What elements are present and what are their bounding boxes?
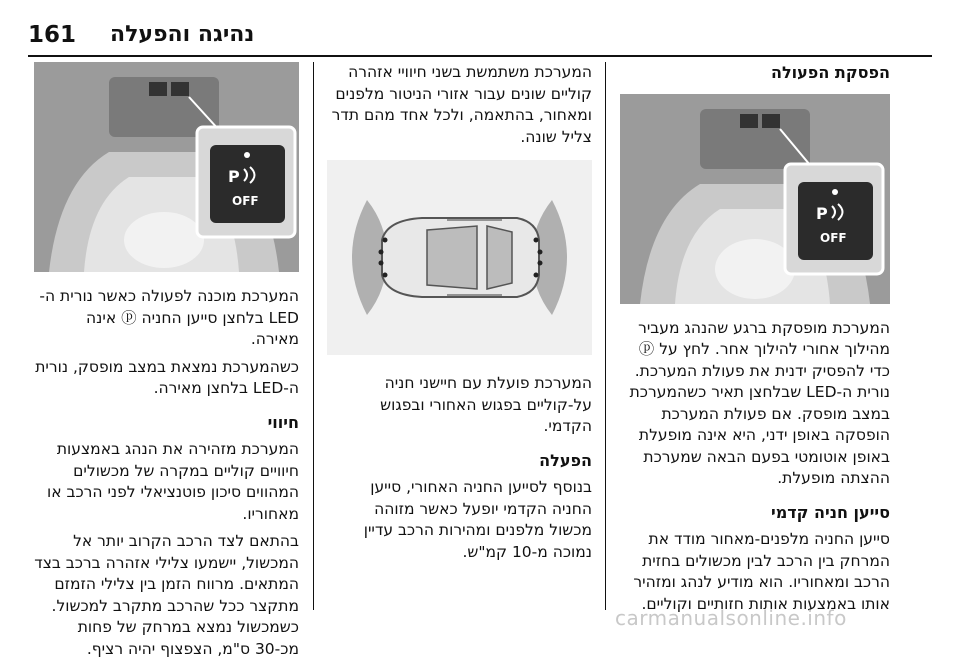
deactivation-paragraph: המערכת מופסקת ברגע שהנהג מעביר מהילוך אחורי להילוך אחר. לחץ על ⓟ כדי להפסיק ידנית את פעולת המערכת. נורית ה-LED שבלחצן תאיר כשהמערכת במצב מופסק. אם פעולת המערכת הופסקה באופן ידני, היא אינה מופעלת באופן אוטומטי בפעם הבאה שמערכת ההצתה מופעלת. [629, 318, 890, 487]
button-off-label-2: OFF [232, 194, 259, 208]
page-number: 161 [28, 22, 77, 48]
indication-heading: חיווי [267, 412, 299, 432]
front-parking-assist-paragraph: סייען החניה מלפנים-מאחור מודד את המרחק בין הרכב לבין מכשולים בחזית הרכב ומאחוריו. הוא מודיע לנהג ומזהיר אותו באמצעות אותות חזותיים וקוליים. [633, 530, 890, 613]
front-parking-assist-heading: סייען חניה קדמי [770, 502, 890, 522]
watermark: carmanualsonline.info [615, 606, 847, 630]
distance-paragraph: בהתאם לצד הרכב הקרוב יותר אל המכשול, יישמעו צלילי אזהרה ברכב בצד המתאים. מרווח הזמן בין צלילי הזמזם מתקצר ככל שהרכב מתקרב למכשול. כשמכשול נמצא במרחק של פחות מכ-30 ס"מ, הצפצוף יהיה רציף. [34, 532, 299, 658]
ultrasonic-sensors-paragraph: המערכת פועלת עם חיישני חניה על-קוליים בפגוש האחורי ובפגוש הקדמי. [380, 374, 592, 435]
column-separator-left [313, 62, 314, 610]
console-button-photo [620, 94, 890, 304]
activation-paragraph: בנוסף לסייען החניה האחורי, סייען החניה הקדמי יופעל כאשר מזוהה מכשול מלפנים ומהירות הרכב עדיין נמוכה מ-10 קמ"ש. [363, 478, 592, 561]
console-button-photo-2 [34, 62, 299, 272]
svg-text:P: P [816, 203, 828, 223]
left-column [34, 62, 299, 666]
section-heading-deactivation: הפסקת הפעולה [770, 63, 890, 82]
middle-column [327, 62, 592, 569]
svg-text:P: P [228, 167, 240, 186]
ready-paragraph: המערכת מוכנה לפעולה כאשר נורית ה-LED בלחצן סייען החניה ⓟ אינה מאירה. [39, 287, 299, 348]
header-rule [28, 55, 932, 57]
warning-tones-paragraph: המערכת משתמשת בשני חיוויי אזהרה קוליים שונים עבור אזורי הניטור מלפנים ומאחור, בהתאמה, ולכל אחד מהם תדר צליל שונה. [331, 63, 592, 146]
column-separator-right [605, 62, 606, 610]
button-off-label: OFF [820, 230, 847, 245]
activation-heading: הפעלה [539, 450, 592, 470]
chapter-title: נהיגה והפעלה [110, 22, 255, 47]
off-state-paragraph: כשהמערכת נמצאת במצב מופסק, נורית ה-LED בלחצן מאירה. [35, 357, 299, 397]
right-column [620, 62, 890, 621]
sensor-zones-diagram [327, 160, 592, 355]
indication-paragraph: המערכת מזהירה את הנהג באמצעות חיוויים קוליים במקרה של מכשולים המהווים סיכון פוטנציאלי לפני הרכב או מאחוריו. [46, 440, 299, 523]
